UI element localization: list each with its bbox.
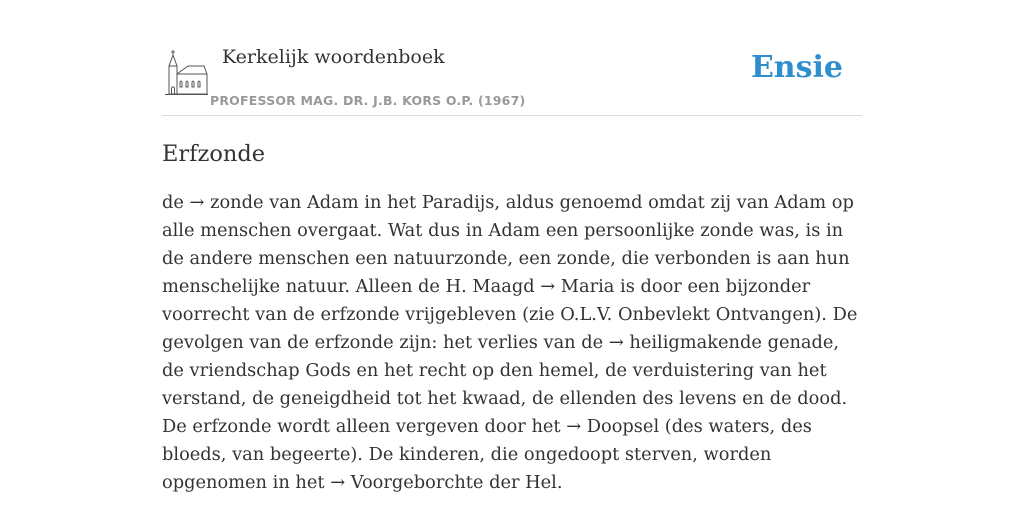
book-header	[162, 40, 862, 116]
brand-logo[interactable]: Ensie	[750, 50, 843, 85]
entry-term: Erfzonde	[162, 141, 266, 167]
entry-card	[162, 40, 862, 497]
book-title[interactable]: Kerkelijk woordenboek	[222, 46, 445, 68]
entry-definition: de → zonde van Adam in het Paradijs, aldus genoemd omdat zij van Adam op alle menschen overgaat. Wat dus in Adam een persoonlijke zonde was, is in de andere menschen een natuurzonde, een zonde, die verbonden is aan hun menschelijke natuur. Alleen de H. Maagd → Maria is door een bijzonder voorrecht van de erfzonde vrijgebleven (zie O.L.V. Onbevlekt Ontvangen). De gevolgen van de erfzonde zijn: het verlies van de → heiligmakende genade, de vriendschap Gods en het recht op den hemel, de verduistering van het verstand, de geneigdheid tot het kwaad, de ellenden des levens en de dood. De erfzonde wordt alleen vergeven door het → Doopsel (des waters, des bloeds, van begeerte). De kinderen, die ongedoopt sterven, worden opgenomen in het → Voorgeborchte der Hel.	[162, 192, 858, 493]
church-icon	[164, 48, 208, 96]
book-author: PROFESSOR MAG. DR. J.B. KORS O.P. (1967)	[210, 93, 526, 108]
